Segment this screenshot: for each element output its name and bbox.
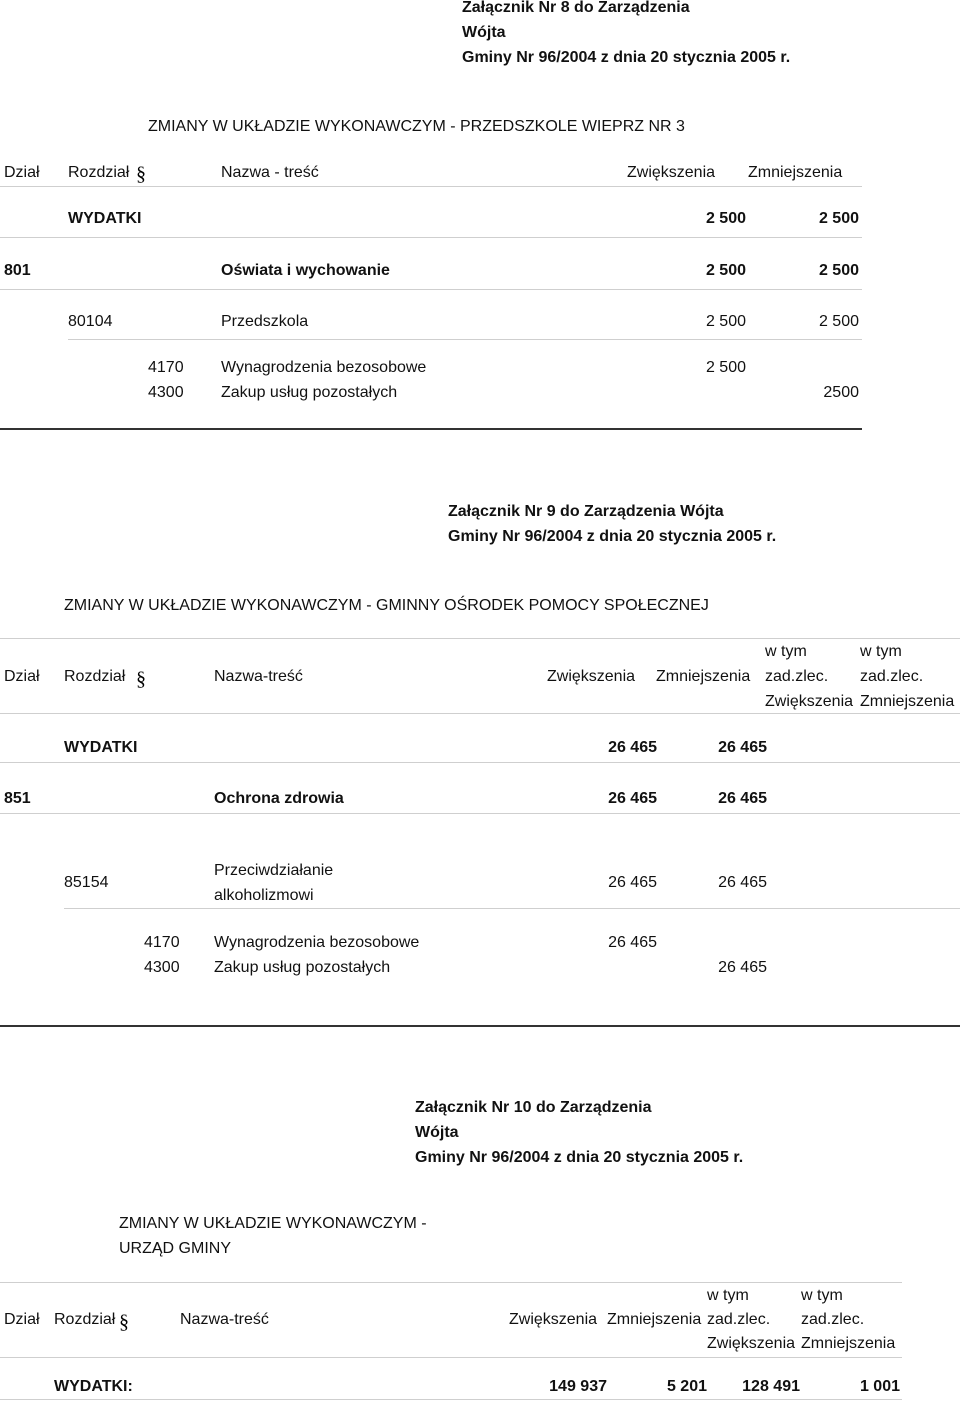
rozdzial-code: 80104 <box>68 313 113 330</box>
wydatki-zwiekszenia: 26 465 <box>608 739 657 756</box>
header-zwiekszenia: Zwiększenia <box>509 1311 598 1328</box>
paragraf-code: 4170 <box>144 934 180 951</box>
header-nazwa: Nazwa-treść <box>180 1311 269 1328</box>
rozdzial-zmniejszenia: 26 465 <box>718 874 767 891</box>
header-zmniejszenia: Zmniejszenia <box>607 1311 702 1328</box>
wydatki-zmniejszenia: 26 465 <box>718 739 767 756</box>
header-top-divider <box>0 638 960 639</box>
header-zadzlec-zm: zad.zlec. <box>860 668 924 685</box>
section-heading: ZMIANY W UKŁADZIE WYKONAWCZYM - GMINNY OŚRODEK POMOCY SPOŁECZNEJ <box>64 597 709 614</box>
paragraf-name: Wynagrodzenia bezosobowe <box>214 934 420 951</box>
row-divider <box>0 762 960 763</box>
header-divider <box>0 713 960 714</box>
rozdzial-name-line: alkoholizmowi <box>214 887 314 904</box>
paragraf-code: 4300 <box>148 384 184 401</box>
paragraf-code: 4300 <box>144 959 180 976</box>
row-divider <box>0 813 960 814</box>
rozdzial-zwiekszenia: 26 465 <box>608 874 657 891</box>
section-heading: ZMIANY W UKŁADZIE WYKONAWCZYM - PRZEDSZKOLE WIEPRZ NR 3 <box>148 118 685 135</box>
header-wtym-zw: w tym <box>707 1287 749 1304</box>
header-dzial: Dział <box>4 1311 40 1328</box>
header-wtym-zmniejszenia: Zmniejszenia <box>801 1335 896 1352</box>
wydatki-zwiekszenia: 149 937 <box>549 1378 607 1395</box>
header-divider <box>0 1357 902 1358</box>
paragraf-zwiekszenia: 26 465 <box>608 934 657 951</box>
header-zadzlec-zm: zad.zlec. <box>801 1311 865 1328</box>
dzial-code: 801 <box>4 262 31 279</box>
rozdzial-zwiekszenia: 2 500 <box>705 313 746 330</box>
header-rozdzial: Rozdział <box>54 1311 116 1328</box>
section-mark-icon <box>136 162 144 184</box>
header-divider <box>0 186 862 187</box>
wydatki-label: WYDATKI: <box>54 1378 133 1395</box>
header-rozdzial: Rozdział <box>64 668 126 685</box>
row-divider <box>64 908 960 909</box>
dzial-name: Ochrona zdrowia <box>214 790 344 807</box>
rozdzial-zmniejszenia: 2 500 <box>818 313 859 330</box>
annex-title-line: Załącznik Nr 9 do Zarządzenia Wójta <box>448 503 724 520</box>
annex-title-line: Gminy Nr 96/2004 z dnia 20 stycznia 2005 r. <box>415 1149 744 1166</box>
paragraf-code: 4170 <box>148 359 184 376</box>
dzial-zmniejszenia: 2 500 <box>818 262 859 279</box>
header-dzial: Dział <box>4 164 40 181</box>
header-zwiekszenia: Zwiększenia <box>627 164 716 181</box>
paragraf-name: Wynagrodzenia bezosobowe <box>221 359 427 376</box>
paragraf-name: Zakup usług pozostałych <box>214 959 391 976</box>
header-wtym-zwiekszenia: Zwiększenia <box>707 1335 796 1352</box>
header-zmniejszenia: Zmniejszenia <box>748 164 843 181</box>
wydatki-label: WYDATKI <box>68 210 142 227</box>
header-rozdzial: Rozdział <box>68 164 130 181</box>
dzial-code: 851 <box>4 790 31 807</box>
header-wtym-zw: w tym <box>765 643 807 660</box>
paragraf-zmniejszenia: 2500 <box>823 384 859 401</box>
header-zmniejszenia: Zmniejszenia <box>656 668 751 685</box>
paragraf-zwiekszenia: 2 500 <box>705 359 746 376</box>
section-mark-icon <box>136 667 144 689</box>
wydatki-zwiekszenia: 2 500 <box>705 210 746 227</box>
table-end-divider <box>0 1025 960 1027</box>
annex-title-line: Gminy Nr 96/2004 z dnia 20 stycznia 2005 r. <box>462 49 791 66</box>
wydatki-wtym-zmniejszenia: 1 001 <box>859 1378 900 1395</box>
header-zadzlec-zw: zad.zlec. <box>765 668 829 685</box>
wydatki-wtym-zwiekszenia: 128 491 <box>742 1378 800 1395</box>
section-mark-icon <box>119 1310 127 1332</box>
svg-text:§: § <box>136 668 146 690</box>
dzial-zwiekszenia: 2 500 <box>705 262 746 279</box>
header-wtym-zmniejszenia: Zmniejszenia <box>860 693 955 710</box>
wydatki-zmniejszenia: 2 500 <box>818 210 859 227</box>
header-wtym-zwiekszenia: Zwiększenia <box>765 693 854 710</box>
header-nazwa: Nazwa - treść <box>221 164 319 181</box>
dzial-zwiekszenia: 26 465 <box>608 790 657 807</box>
header-zadzlec-zw: zad.zlec. <box>707 1311 771 1328</box>
annex-title-line: Wójta <box>462 24 506 41</box>
section-heading-line: ZMIANY W UKŁADZIE WYKONAWCZYM - <box>119 1215 427 1232</box>
wydatki-label: WYDATKI <box>64 739 138 756</box>
paragraf-zmniejszenia: 26 465 <box>718 959 767 976</box>
header-nazwa: Nazwa-treść <box>214 668 303 685</box>
paragraf-name: Zakup usług pozostałych <box>221 384 398 401</box>
rozdzial-code: 85154 <box>64 874 109 891</box>
rozdzial-name: Przedszkola <box>221 313 309 330</box>
header-wtym-zm: w tym <box>860 643 902 660</box>
header-zwiekszenia: Zwiększenia <box>547 668 636 685</box>
row-divider <box>0 237 862 238</box>
svg-text:§: § <box>136 163 146 185</box>
dzial-zmniejszenia: 26 465 <box>718 790 767 807</box>
header-top-divider <box>0 1282 902 1283</box>
row-divider <box>0 1399 902 1400</box>
annex-title-line: Wójta <box>415 1124 459 1141</box>
row-divider <box>68 339 862 340</box>
row-divider <box>0 289 862 290</box>
header-wtym-zm: w tym <box>801 1287 843 1304</box>
annex-title-line: Załącznik Nr 8 do Zarządzenia <box>462 0 690 16</box>
annex-title-line: Załącznik Nr 10 do Zarządzenia <box>415 1099 652 1116</box>
wydatki-zmniejszenia: 5 201 <box>666 1378 707 1395</box>
section-heading-line: URZĄD GMINY <box>119 1240 231 1257</box>
header-dzial: Dział <box>4 668 40 685</box>
svg-text:§: § <box>119 1311 129 1333</box>
dzial-name: Oświata i wychowanie <box>221 262 390 279</box>
rozdzial-name-line: Przeciwdziałanie <box>214 862 334 879</box>
table-end-divider <box>0 428 862 430</box>
annex-title-line: Gminy Nr 96/2004 z dnia 20 stycznia 2005 r. <box>448 528 777 545</box>
